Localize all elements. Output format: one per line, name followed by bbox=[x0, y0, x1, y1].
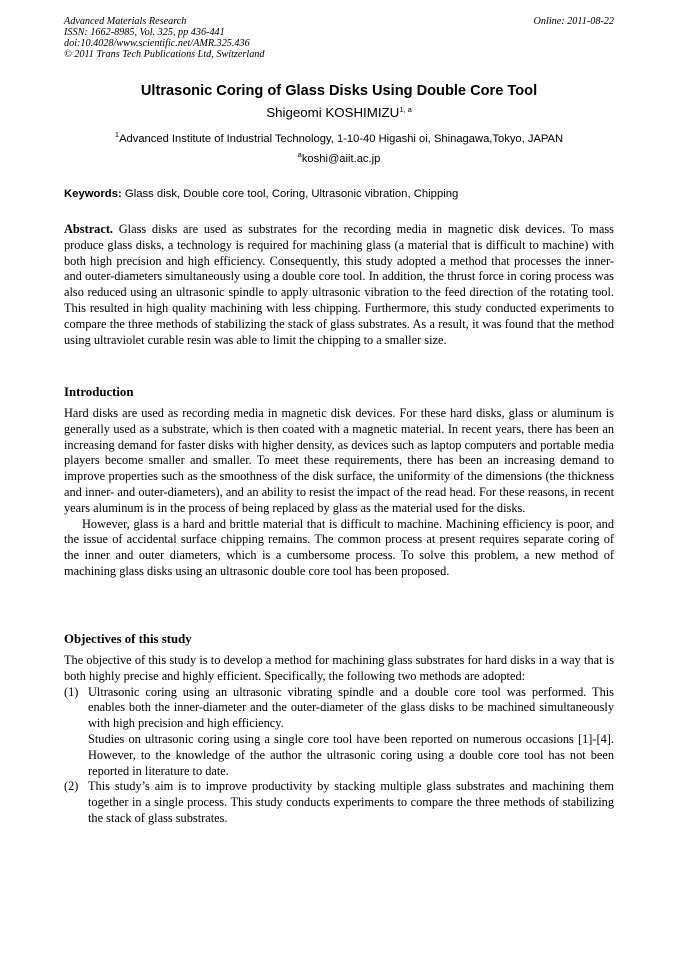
journal-doi: doi:10.4028/www.scientific.net/AMR.325.436 bbox=[64, 38, 250, 49]
journal-issn: ISSN: 1662-8985, Vol. 325, pp 436-441 bbox=[64, 27, 225, 38]
paper-title: Ultrasonic Coring of Glass Disks Using Double Core Tool bbox=[140, 83, 538, 99]
author-superscript: 1, a bbox=[399, 105, 412, 114]
online-date: Online: 2011-08-22 bbox=[533, 16, 614, 27]
list-item-number: (2) bbox=[64, 779, 79, 794]
author-email: koshi@aiit.ac.jp bbox=[301, 153, 381, 165]
email-line bbox=[0, 152, 678, 166]
objectives-intro: The objective of this study is to develop a method for machining glass substrates for hard disks in a way that is both highly precise and highly efficient. Specifically, the following two methods are adopted: bbox=[64, 653, 614, 683]
affiliation-superscript: 1 bbox=[114, 130, 120, 139]
introduction-body bbox=[64, 406, 614, 580]
list-item-text: This study’s aim is to improve productivity by stacking multiple glass substrates and machining them together in a single process. This study conducts experiments to compare the three methods of stabilizing the stack of glass substrates. bbox=[88, 779, 614, 825]
author-name: Shigeomi KOSHIMIZU bbox=[266, 105, 400, 120]
list-item bbox=[64, 685, 614, 780]
journal-copyright: © 2011 Trans Tech Publications Ltd, Switzerland bbox=[64, 49, 265, 60]
keywords-text: Glass disk, Double core tool, Coring, Ultrasonic vibration, Chipping bbox=[124, 188, 459, 200]
objectives-body bbox=[64, 653, 614, 827]
journal-name: Advanced Materials Research bbox=[64, 16, 187, 27]
author-line bbox=[0, 104, 678, 121]
keywords bbox=[64, 187, 458, 201]
email-superscript: a bbox=[297, 150, 302, 159]
abstract-text: Glass disks are used as substrates for the recording media in magnetic disk devices. To mass produce glass disks, a technology is required for machining glass (a material that is difficult to machine) with both high precision and high efficiency. Consequently, this study adopted a method that processes the inner- and outer-diameters simultaneously using a double core tool. In addition, the thrust force in coring process was also reduced using an ultrasonic spindle to apply ultrasonic vibration to the feed direction of the rotating tool. This resulted in high quality machining with less chipping. Furthermore, this study conducted experiments to compare the three methods of stabilizing the stack of glass substrates. As a result, it was found that the method using ultraviolet curable resin was able to limit the chipping to a smaller size. bbox=[64, 222, 614, 347]
list-item bbox=[64, 779, 614, 826]
abstract bbox=[64, 222, 614, 348]
list-item-text: Ultrasonic coring using an ultrasonic vibrating spindle and a double core tool was performed. This enables both the inner-diameter and the outer-diameter of the glass disks to be machined simultaneously with high precision and high efficiency. bbox=[88, 684, 614, 731]
objectives-list bbox=[64, 685, 614, 827]
objectives-heading: Objectives of this study bbox=[64, 632, 192, 646]
list-item-extra: Studies on ultrasonic coring using a single core tool have been reported on numerous occasions [1]-[4]. However, to the knowledge of the author the ultrasonic coring using a double core tool has not been reported in literature to date. bbox=[88, 731, 614, 778]
abstract-label: Abstract. bbox=[64, 222, 114, 236]
list-item-number: (1) bbox=[64, 684, 79, 699]
keywords-label: Keywords: bbox=[64, 188, 122, 200]
affiliation: Advanced Institute of Industrial Technology, 1-10-40 Higashi oi, Shinagawa,Tokyo, JAPAN bbox=[119, 133, 564, 145]
journal-header bbox=[64, 16, 264, 60]
introduction-heading: Introduction bbox=[64, 385, 134, 399]
introduction-paragraph-1: Hard disks are used as recording media in magnetic disk devices. For these hard disks, glass or aluminum is generally used as a substrate, which is then coated with a magnetic material. In recent years, there has been an increasing demand for faster disks with higher density, as devices such as laptop computers and portable media players become smaller and smaller. To meet these requirements, there has been an increasing demand to improve properties such as the smoothness of the disk surface, the uniformity of the dimensions (the thickness and inner- and outer-diameters), and an ability to resist the impact of the read head. For these reasons, in recent years aluminum is in the process of being replaced by glass as the material used for the disks. bbox=[64, 406, 614, 515]
affiliation-line bbox=[0, 132, 678, 146]
introduction-paragraph-2: However, glass is a hard and brittle material that is difficult to machine. Machining efficiency is poor, and the issue of accidental surface chipping remains. The common process at present requires separate coring of the inner and outer diameters, which is a cumbersome process. To solve this problem, a new method of machining glass disks using an ultrasonic double core tool has been proposed. bbox=[64, 516, 614, 578]
